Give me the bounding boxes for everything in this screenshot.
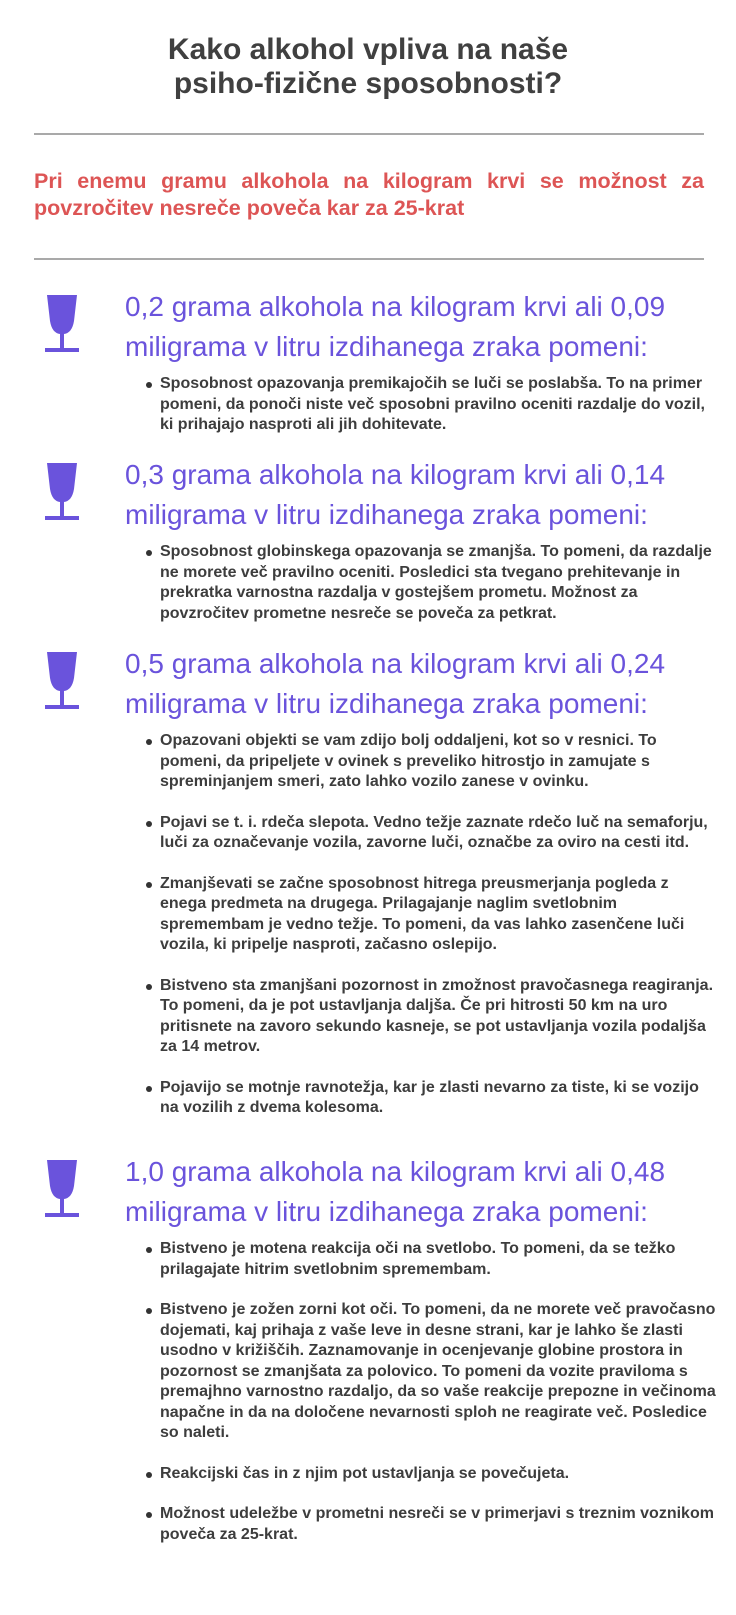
divider-bottom (34, 258, 704, 260)
list-item: Možnost udeležbe v prometni nesreči se v primerjavi s treznim voznikom poveča za 25-krat. (146, 1504, 716, 1545)
section-heading: 1,0 grama alkohola na kilogram krvi ali 0,48 miligrama v litru izdihanega zraka pomeni: (125, 1156, 666, 1227)
section-heading: 0,5 grama alkohola na kilogram krvi ali 0,24 miligrama v litru izdihanega zraka pomeni: (125, 648, 666, 719)
list-item: Pojavi se t. i. rdeča slepota. Vedno težje zaznate rdečo luč na semaforju, luči za označevanje vozila, zavorne luči, označbe za oviro na cesti itd. (146, 813, 716, 854)
page-title (0, 33, 736, 101)
section-heading: 0,2 grama alkohola na kilogram krvi ali 0,09 miligrama v litru izdihanega zraka pomeni: (125, 291, 666, 362)
list-item: Opazovani objekti se vam zdijo bolj oddaljeni, kot so v resnici. To pomeni, da pripeljete v ovinek s preveliko hitrostjo in zamujate s spreminjanjem smeri, zato lahko vozilo zanese v ovinku. (146, 731, 716, 793)
wine-glass-icon (44, 1160, 80, 1220)
list-item: Zmanjševati se začne sposobnost hitrega preusmerjanja pogleda z enega predmeta na drugega. Prilagajanje naglim svetlobnim spremembam je vedno težje. To pomeni, da vas lahko zasenčene luči vozila, ki pripelje nasproti, začasno oslepijo. (146, 874, 716, 956)
bullet-list (146, 1239, 716, 1565)
list-item: Bistveno je motena reakcija oči na svetlobo. To pomeni, da se težko prilagajate hitrim svetlobnim spremembam. (146, 1239, 716, 1280)
bullet-list (146, 731, 716, 1139)
list-item: Bistveno sta zmanjšani pozornost in zmožnost pravočasnega reagiranja. To pomeni, da je pot ustavljanja daljša. Če pri hitrosti 50 km na uro pritisnete na zavoro sekundo kasneje, se pot ustavljanja vozila podaljša za 14 metrov. (146, 976, 716, 1058)
bullet-list (146, 374, 716, 456)
list-item: Sposobnost globinskega opazovanja se zmanjša. To pomeni, da razdalje ne morete več pravilno oceniti. Posledici sta tvegano prehitevanje in prekratka varnostna razdalja v gostejšem prometu. Možnost za povzročitev prometne nesreče se poveča za petkrat. (146, 542, 716, 624)
list-item: Bistveno je zožen zorni kot oči. To pomeni, da ne morete več pravočasno dojemati, kaj prihaja z vaše leve in desne strani, kar je lahko še zlasti usodno v križiščih. Zaznamovanje in ocenjevanje globine prostora in pozornost se zmanjšata za polovico. To pomeni da vozite praviloma s premajhno varnostno razdaljo, da so vaše reakcije prepozne in večinoma napačne in da na določene nevarnosti sploh ne reagirate več. Posledice so naleti. (146, 1300, 716, 1444)
wine-glass-icon (44, 463, 80, 523)
section-heading: 0,3 grama alkohola na kilogram krvi ali 0,14 miligrama v litru izdihanega zraka pomeni: (125, 459, 666, 530)
wine-glass-icon (44, 295, 80, 355)
wine-glass-icon (44, 652, 80, 712)
list-item: Sposobnost opazovanja premikajočih se luči se poslabša. To na primer pomeni, da ponoči niste več sposobni pravilno oceniti razdalje do vozil, ki prihajajo nasproti ali jih dohitevate. (146, 374, 716, 436)
page-title-line-1: Kako alkohol vpliva na naše (167, 33, 569, 66)
divider-top (34, 133, 704, 135)
list-item: Pojavijo se motnje ravnotežja, kar je zlasti nevarno za tiste, ki se vozijo na vozilih z dvema kolesoma. (146, 1078, 716, 1119)
page-title-line-2: psiho-fizične sposobnosti? (173, 67, 563, 100)
bullet-list (146, 542, 716, 644)
list-item: Reakcijski čas in z njim pot ustavljanja se povečujeta. (146, 1464, 716, 1485)
highlight-statement: Pri enemu gramu alkohola na kilogram krvi se možnost za povzročitev nesreče poveča kar za 25-krat (34, 169, 704, 220)
